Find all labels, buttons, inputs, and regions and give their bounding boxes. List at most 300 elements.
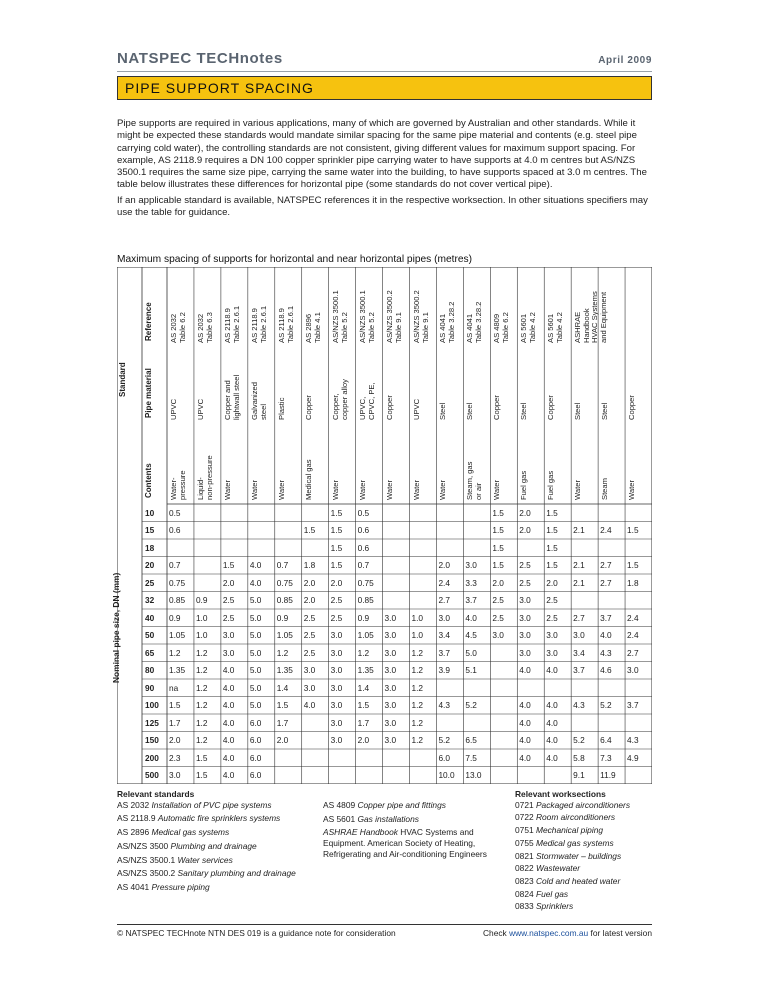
table-cell: 2.5 (492, 595, 504, 606)
column-contents: Water (276, 480, 286, 500)
table-cell: 3.0 (222, 647, 235, 658)
table-cell: 1.5 (357, 700, 370, 711)
dn-size-cell: 15 (145, 525, 155, 536)
table-cell: 1.5 (276, 700, 289, 711)
column-contents: Water (492, 480, 502, 500)
table-cell: 3.0 (330, 735, 343, 746)
standard-item: AS 4809 Copper pipe and fittings (323, 800, 446, 810)
column-material: Copper (627, 395, 637, 420)
column-reference: AS 2032 Table 6.3 (195, 312, 214, 343)
table-cell: 3.7 (465, 595, 477, 606)
table-cell: 0.9 (169, 612, 181, 623)
table-cell: 6.0 (249, 717, 262, 728)
table-cell: 2.1 (573, 560, 585, 571)
table-cell: 2.0 (330, 577, 343, 588)
table-cell: 3.0 (519, 647, 531, 658)
column-material: Plastic (276, 397, 286, 420)
table-cell: 4.6 (600, 665, 612, 676)
table-cell: 5.2 (600, 700, 612, 711)
table-cell: 1.5 (492, 507, 504, 518)
column-contents: Water (357, 480, 367, 500)
table-cell: 1.2 (411, 665, 424, 676)
brand-title: NATSPEC TECHnotes (117, 50, 283, 67)
table-cell: 0.5 (357, 507, 370, 518)
table-cell: 5.8 (573, 752, 585, 763)
footer-rule (117, 924, 652, 925)
column-material: UPVC (195, 398, 205, 420)
table-cell: 3.0 (330, 665, 343, 676)
column-material: Steel (573, 402, 583, 420)
table-cell: 4.0 (519, 752, 531, 763)
table-cell: 3.0 (573, 630, 585, 641)
dn-size-cell: 500 (145, 770, 159, 781)
table-cell: 10.0 (438, 770, 455, 781)
table-cell: 3.0 (384, 630, 397, 641)
column-material: Steel (519, 402, 529, 420)
dn-size-cell: 100 (145, 700, 159, 711)
standards-heading: Relevant standards (117, 789, 195, 799)
column-contents: Water (627, 480, 637, 500)
table-cell: 1.8 (627, 577, 639, 588)
table-cell: 3.0 (330, 717, 343, 728)
table-cell: 1.7 (169, 717, 181, 728)
table-cell: 1.5 (330, 542, 343, 553)
reference-label: Reference (144, 302, 153, 341)
table-cell: 1.5 (627, 560, 639, 571)
column-contents: Liquid- non-pressure (195, 455, 214, 500)
column-reference: AS/NZS 3500.2 Table 9.1 (411, 290, 430, 343)
table-cell: 3.7 (438, 647, 450, 658)
column-reference: AS/NZS 3500.1 Table 5.2 (357, 290, 376, 343)
standard-item: AS 5601 Gas installations (323, 813, 419, 824)
standard-item: AS 4041 Pressure piping (117, 881, 210, 892)
dn-size-cell: 18 (145, 542, 155, 553)
table-cell: 0.75 (276, 577, 293, 588)
table-cell: 0.6 (169, 525, 181, 536)
table-cell: 1.5 (330, 560, 343, 571)
column-contents: Water (330, 480, 340, 500)
dn-size-cell: 125 (145, 717, 159, 728)
column-contents: Water (222, 480, 232, 500)
dn-size-cell: 200 (145, 752, 159, 763)
table-cell: 3.0 (303, 682, 316, 693)
table-cell: 4.0 (222, 735, 235, 746)
table-cell: 0.7 (276, 560, 289, 571)
standards-list-1 (117, 789, 317, 896)
column-contents: Fuel gas (546, 470, 556, 500)
column-contents: Water (249, 480, 259, 500)
table-cell: 5.0 (249, 647, 262, 658)
column-reference: AS 4041 Table 3.28.2 (465, 301, 483, 343)
table-cell: 3.0 (330, 630, 343, 641)
table-cell: 4.0 (222, 682, 235, 693)
issue-date: April 2009 (598, 55, 652, 66)
dn-size-cell: 50 (145, 630, 155, 641)
column-material: Copper (303, 395, 313, 420)
table-cell: 1.8 (303, 560, 316, 571)
table-cell: 4.3 (573, 700, 585, 711)
column-reference: AS/NZS 3500.1 Table 5.2 (330, 290, 349, 343)
table-cell: 5.0 (249, 682, 262, 693)
table-cell: 4.0 (249, 577, 262, 588)
contents-label: Contents (144, 463, 153, 498)
table-cell: 2.4 (600, 525, 612, 536)
column-contents: Medical gas (303, 459, 313, 500)
table-cell: 3.7 (627, 700, 639, 711)
column-material: Steel (600, 402, 610, 420)
worksections-heading: Relevant worksections (515, 789, 606, 799)
intro-paragraph-2: If an applicable standard is available, NATSPEC references it in the respective worksection. In other situations specifiers may use the table for guidance. (117, 194, 648, 219)
column-reference: AS 2118.9 Table 2.6.1 (276, 305, 295, 343)
table-cell: 2.7 (627, 647, 639, 658)
worksection-item: 0824 Fuel gas (515, 888, 569, 899)
column-material: UPVC (411, 398, 421, 420)
table-cell: 4.0 (519, 665, 531, 676)
column-contents: Water (573, 480, 583, 500)
table-cell: 4.3 (627, 735, 639, 746)
pipe-support-table (117, 267, 652, 784)
table-cell: 1.05 (169, 630, 186, 641)
table-cell: 3.0 (492, 630, 504, 641)
table-cell: 3.0 (627, 665, 639, 676)
table-cell: 1.0 (411, 612, 424, 623)
table-cell: 2.5 (519, 560, 531, 571)
worksection-item: 0722 Room airconditioners (515, 812, 616, 823)
table-cell: 1.5 (492, 560, 504, 571)
table-cell: 1.2 (195, 700, 208, 711)
table-cell: 4.0 (222, 752, 235, 763)
table-cell: 0.6 (357, 525, 370, 536)
table-cell: 1.2 (169, 647, 181, 658)
table-cell: 6.0 (249, 752, 262, 763)
table-cell: 5.0 (249, 612, 262, 623)
standard-item: AS/NZS 3500.1 Water services (117, 854, 233, 865)
column-material: Copper (546, 395, 556, 420)
table-cell: 2.0 (303, 595, 316, 606)
table-cell: 1.2 (195, 647, 208, 658)
table-cell: 1.5 (492, 542, 504, 553)
table-cell: 2.0 (519, 525, 531, 536)
table-cell: 3.7 (573, 665, 585, 676)
table-cell: 0.85 (276, 595, 293, 606)
table-cell: 6.0 (249, 770, 262, 781)
worksections-list (515, 789, 655, 914)
table-cell: 1.4 (357, 682, 370, 693)
column-material: UPVC (169, 398, 178, 420)
table-cell: 4.0 (303, 700, 316, 711)
version-prefix: Check (483, 928, 510, 938)
table-cell: 1.5 (492, 525, 504, 536)
column-reference: AS 2118.9 Table 2.6.1 (222, 305, 241, 343)
worksection-item: 0755 Medical gas systems (515, 837, 614, 848)
table-cell: 3.0 (384, 735, 397, 746)
table-cell: 1.35 (357, 665, 374, 676)
table-cell: 2.1 (573, 525, 585, 536)
worksection-item: 0751 Mechanical piping (515, 825, 604, 836)
table-cell: 0.75 (357, 577, 374, 588)
table-cell: 4.9 (627, 752, 639, 763)
table-cell: 5.0 (249, 630, 262, 641)
nominal-size-label: Nominal pipe size, DN (mm) (111, 572, 121, 683)
column-material: Copper (384, 395, 394, 420)
table-cell: 4.0 (546, 717, 558, 728)
table-cell: 3.0 (384, 665, 397, 676)
table-cell: 4.3 (438, 700, 450, 711)
table-cell: 3.0 (546, 647, 558, 658)
dn-size-cell: 150 (145, 735, 159, 746)
table-cell: 0.9 (195, 595, 208, 606)
version-suffix: for latest version (588, 928, 652, 938)
table-cell: 1.2 (411, 735, 424, 746)
column-reference: AS 2896 Table 4.1 (303, 312, 322, 343)
table-cell: 0.9 (276, 612, 289, 623)
table-cell: 3.0 (438, 612, 450, 623)
worksection-item: 0821 Stormwater – buildings (515, 850, 622, 861)
column-reference: AS 4041 Table 3.28.2 (438, 301, 457, 343)
table-cell: 3.0 (330, 647, 343, 658)
table-cell: 2.5 (330, 595, 343, 606)
table-cell: 0.7 (169, 560, 181, 571)
table-cell: 0.75 (169, 577, 186, 588)
table-cell: 2.0 (438, 560, 450, 571)
table-cell: 2.0 (276, 735, 289, 746)
table-cell: 1.5 (546, 560, 558, 571)
table-cell: 1.35 (276, 665, 293, 676)
table-cell: 3.0 (384, 612, 397, 623)
table-cell: 3.0 (384, 647, 397, 658)
column-contents: Steam (600, 478, 610, 500)
table-cell: 1.5 (169, 700, 181, 711)
table-cell: 3.4 (438, 630, 450, 641)
column-reference: AS 5601 Table 4.2 (519, 312, 537, 343)
intro-text (117, 118, 652, 222)
natspec-link[interactable]: www.natspec.com.au (509, 928, 589, 938)
standard-item: AS 2032 Installation of PVC pipe systems (117, 799, 272, 810)
column-contents: Water- pressure (169, 470, 187, 500)
table-cell: 1.2 (357, 647, 370, 658)
table-cell: 1.5 (330, 507, 343, 518)
table-cell: 0.85 (357, 595, 374, 606)
table-cell: 5.2 (438, 735, 450, 746)
column-contents: Water (438, 480, 448, 500)
column-reference: AS 4809 Table 6.2 (492, 312, 510, 343)
page-title: PIPE SUPPORT SPACING (125, 80, 314, 96)
column-material: Copper and lightwall steel (222, 374, 241, 420)
dn-size-cell: 25 (145, 577, 155, 588)
table-cell: 1.35 (169, 665, 186, 676)
table-cell: 2.5 (330, 612, 343, 623)
table-cell: 11.9 (600, 770, 616, 781)
table-cell: 4.0 (546, 665, 558, 676)
table-cell: 1.2 (411, 700, 424, 711)
table-cell: 5.1 (465, 665, 477, 676)
standard-item: AS/NZS 3500 Plumbing and drainage (117, 840, 257, 851)
dn-size-cell: 90 (145, 682, 155, 693)
table-cell: 2.7 (573, 612, 585, 623)
column-material: Steel (438, 402, 448, 420)
table-cell: 1.2 (195, 665, 208, 676)
table-cell: 2.5 (222, 612, 235, 623)
table-cell: 7.5 (465, 752, 477, 763)
table-cell: 2.5 (303, 630, 316, 641)
table-cell: 2.7 (600, 577, 612, 588)
table-cell: 4.0 (465, 612, 477, 623)
table-cell: 2.1 (573, 577, 585, 588)
table-cell: 3.7 (600, 612, 612, 623)
table-cell: 3.0 (519, 630, 531, 641)
table-cell: 4.0 (249, 560, 262, 571)
table-cell: 1.7 (357, 717, 370, 728)
table-cell: 2.5 (546, 612, 558, 623)
dn-size-cell: 20 (145, 560, 155, 571)
table-cell: 2.7 (438, 595, 450, 606)
table-cell: 4.0 (222, 665, 235, 676)
worksection-item: 0833 Sprinklers (515, 901, 574, 912)
column-material: Steel (465, 402, 475, 420)
table-cell: 3.0 (519, 595, 531, 606)
column-reference: AS/NZS 3500.2 Table 9.1 (384, 290, 403, 343)
column-reference: AS 5601 Table 4.2 (546, 312, 564, 343)
table-cell: 0.85 (169, 595, 186, 606)
standard-item: AS/NZS 3500.2 Sanitary plumbing and drainage (117, 868, 296, 879)
table-cell: 4.0 (546, 735, 558, 746)
column-reference: AS 2118.9 Table 2.6.1 (249, 305, 268, 343)
table-cell: 2.7 (600, 560, 612, 571)
table-cell: 2.0 (222, 577, 235, 588)
dn-size-cell: 40 (145, 612, 155, 623)
table-caption: Maximum spacing of supports for horizontal and near horizontal pipes (metres) (117, 254, 473, 265)
table-cell: 2.5 (519, 577, 531, 588)
table-cell: 1.2 (411, 682, 424, 693)
table-cell: 2.0 (357, 735, 370, 746)
table-cell: 0.9 (357, 612, 370, 623)
table-cell: 1.2 (195, 735, 208, 746)
table-cell: 1.4 (276, 682, 289, 693)
table-cell: 2.4 (438, 577, 450, 588)
standard-item: AS 2896 Medical gas systems (117, 827, 230, 838)
table-cell: 4.0 (519, 735, 531, 746)
table-cell: 4.5 (465, 630, 477, 641)
table-cell: 3.0 (465, 560, 477, 571)
table-cell: 5.2 (465, 700, 477, 711)
table-cell: 2.4 (627, 630, 639, 641)
table-cell: 1.5 (222, 560, 235, 571)
standard-item: ASHRAE Handbook HVAC Systems and Equipment. American Society of Heating, Refrigerating and Air-conditioning Engineers (323, 827, 487, 859)
title-banner (117, 76, 652, 100)
table-cell: 2.0 (492, 577, 504, 588)
table-cell: 3.0 (222, 630, 235, 641)
table-cell: 5.2 (573, 735, 585, 746)
table-cell: 3.0 (384, 700, 397, 711)
table-cell: 4.0 (546, 752, 558, 763)
column-reference: AS 2032 Table 6.2 (169, 312, 187, 343)
table-cell: 9.1 (573, 770, 585, 781)
table-cell: 5.0 (249, 665, 262, 676)
table-cell: na (169, 682, 179, 693)
table-cell: 3.0 (330, 700, 343, 711)
table-cell: 4.0 (222, 717, 235, 728)
table-cell: 1.5 (546, 525, 558, 536)
table-cell: 3.0 (384, 717, 397, 728)
table-cell: 1.0 (195, 612, 208, 623)
column-contents: Steam, gas or air (465, 461, 483, 500)
column-reference: ASHRAE Handbook HVAC Systems and Equipment (573, 291, 608, 343)
table-cell: 2.3 (169, 752, 181, 763)
table-cell: 0.6 (357, 542, 370, 553)
intro-paragraph-1: Pipe supports are required in various applications, many of which are governed by Australian and other standards. While it might be expected these standards would mandate similar spacing for the same pipe material and contents (e.g. steel pipe carrying cold water), the controlling standards are not consistent, giving different values for maximum support spacing. For example, AS 2118.9 requires a DN 100 copper sprinkler pipe carrying water to have supports at 4.0 m centres but AS/NZS 3500.1 requires the same size pipe, carrying the same water into the building, to have supports spaced at 3.0 m centres. The table below illustrates these differences for horizontal pipe (some standards do not cover vertical pipe). (117, 118, 647, 191)
table-cell: 4.3 (600, 647, 612, 658)
table-cell: 1.5 (546, 542, 558, 553)
worksection-item: 0721 Packaged airconditioners (515, 799, 631, 810)
table-cell: 3.0 (384, 682, 397, 693)
table-cell: 1.5 (195, 752, 208, 763)
table-cell: 4.0 (600, 630, 612, 641)
table-cell: 4.0 (519, 700, 531, 711)
table-cell: 6.4 (600, 735, 612, 746)
table-cell: 3.0 (519, 612, 531, 623)
table-cell: 6.0 (249, 735, 262, 746)
table-cell: 13.0 (465, 770, 482, 781)
table-cell: 1.2 (411, 647, 424, 658)
table-cell: 0.7 (357, 560, 370, 571)
table-cell: 5.0 (249, 595, 262, 606)
column-material: Galvanized steel (249, 382, 268, 420)
table-cell: 3.9 (438, 665, 450, 676)
table-cell: 1.05 (276, 630, 293, 641)
table-cell: 2.0 (169, 735, 181, 746)
table-cell: 1.5 (627, 525, 639, 536)
table-cell: 1.5 (330, 525, 343, 536)
table-cell: 1.5 (303, 525, 316, 536)
table-cell: 3.0 (546, 630, 558, 641)
table-cell: 1.0 (195, 630, 208, 641)
table-cell: 2.0 (519, 507, 531, 518)
column-material: Copper (492, 395, 502, 420)
version-note (483, 928, 652, 938)
dn-size-cell: 80 (145, 665, 155, 676)
table-cell: 1.2 (411, 717, 424, 728)
standard-item: AS 2118.9 Automatic fire sprinklers systems (117, 813, 281, 824)
table-cell: 5.0 (249, 700, 262, 711)
table-cell: 3.0 (169, 770, 181, 781)
material-label: Pipe material (144, 368, 153, 418)
table-cell: 3.3 (465, 577, 477, 588)
table-cell: 1.05 (357, 630, 374, 641)
table-cell: 2.5 (303, 647, 316, 658)
dn-size-cell: 65 (145, 647, 155, 658)
copyright-note: © NATSPEC TECHnote NTN DES 019 is a guidance note for consideration (117, 928, 396, 938)
standard-label: Standard (118, 362, 127, 397)
table-cell: 6.0 (438, 752, 450, 763)
table-cell: 1.2 (195, 682, 208, 693)
column-material: Copper, copper alloy (330, 379, 349, 420)
table-cell: 2.5 (492, 612, 504, 623)
worksection-item: 0822 Wastewater (515, 863, 581, 874)
table-cell: 7.3 (600, 752, 612, 763)
table-cell: 5.0 (465, 647, 477, 658)
column-material: UPVC, CPVC, PE, (357, 382, 376, 420)
table-cell: 2.5 (303, 612, 316, 623)
table-cell: 2.5 (546, 595, 558, 606)
table-cell: 4.0 (519, 717, 531, 728)
table-cell: 4.0 (222, 700, 235, 711)
column-contents: Water (384, 480, 394, 500)
table-cell: 2.5 (222, 595, 235, 606)
table-cell: 1.2 (276, 647, 289, 658)
worksection-item: 0823 Cold and heated water (515, 875, 621, 886)
table-cell: 1.0 (411, 630, 424, 641)
table-cell: 1.5 (195, 770, 208, 781)
